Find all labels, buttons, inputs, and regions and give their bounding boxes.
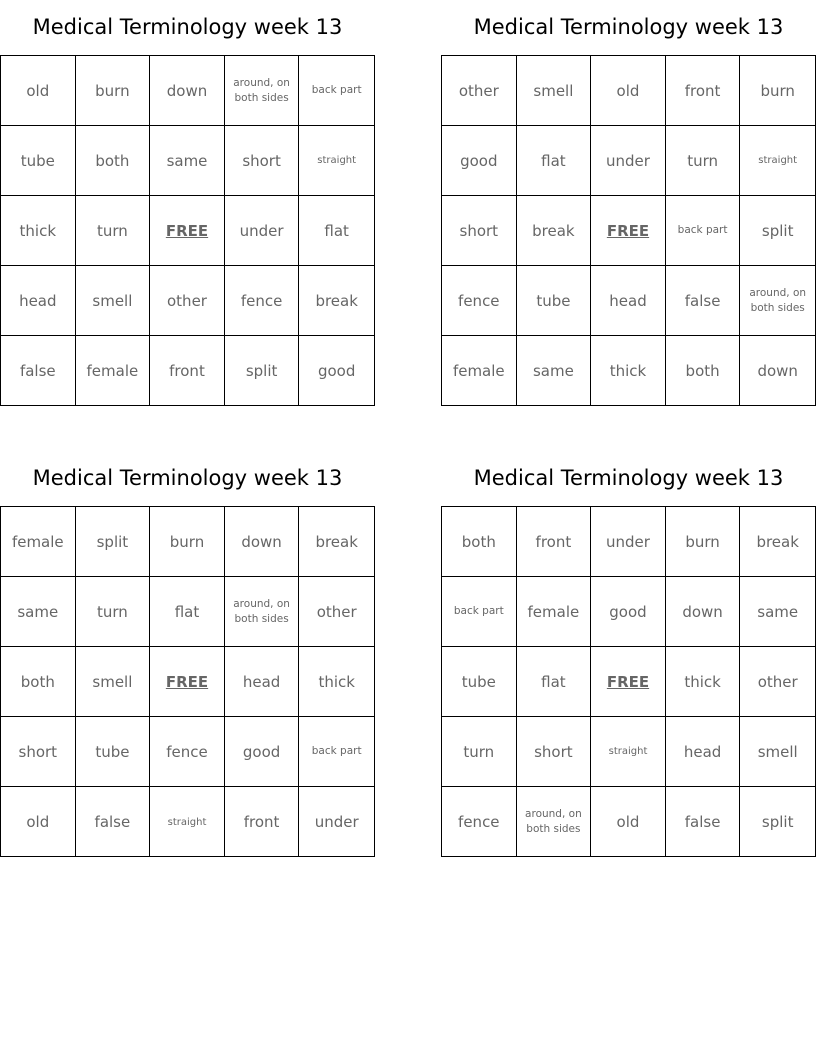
bingo-cell: split bbox=[740, 196, 815, 266]
bingo-card-4 bbox=[441, 451, 816, 857]
bingo-cell: female bbox=[517, 577, 592, 647]
bingo-cell: old bbox=[1, 787, 76, 857]
bingo-cell: good bbox=[591, 577, 666, 647]
bingo-cell: short bbox=[225, 126, 300, 196]
bingo-cell: false bbox=[1, 336, 76, 406]
bingo-cell: female bbox=[1, 507, 76, 577]
bingo-cell: smell bbox=[740, 717, 815, 787]
bingo-cell: tube bbox=[76, 717, 151, 787]
bingo-cell: back part bbox=[666, 196, 741, 266]
free-space-cell: FREE bbox=[150, 196, 225, 266]
bingo-cell: fence bbox=[225, 266, 300, 336]
bingo-cell: both bbox=[76, 126, 151, 196]
bingo-cell: burn bbox=[666, 507, 741, 577]
bingo-cell: false bbox=[666, 787, 741, 857]
bingo-cell: under bbox=[591, 507, 666, 577]
bingo-cell: short bbox=[517, 717, 592, 787]
bingo-cell: thick bbox=[299, 647, 374, 717]
bingo-cell: smell bbox=[76, 266, 151, 336]
bingo-cell: good bbox=[442, 126, 517, 196]
bingo-cell: fence bbox=[442, 787, 517, 857]
bingo-cell: flat bbox=[517, 126, 592, 196]
bingo-grid bbox=[441, 506, 816, 857]
bingo-card-2 bbox=[441, 0, 816, 406]
bingo-cell: front bbox=[666, 56, 741, 126]
bingo-cell: split bbox=[76, 507, 151, 577]
bingo-cell: smell bbox=[76, 647, 151, 717]
card-title: Medical Terminology week 13 bbox=[32, 15, 343, 39]
bingo-cell: head bbox=[1, 266, 76, 336]
bingo-cell: female bbox=[442, 336, 517, 406]
bingo-cell: tube bbox=[442, 647, 517, 717]
bingo-cell: fence bbox=[442, 266, 517, 336]
bingo-card-3 bbox=[0, 451, 375, 857]
bingo-cell: turn bbox=[76, 577, 151, 647]
bingo-cell: other bbox=[442, 56, 517, 126]
bingo-cell: under bbox=[591, 126, 666, 196]
bingo-cell: false bbox=[76, 787, 151, 857]
bingo-cell: straight bbox=[591, 717, 666, 787]
bingo-grid bbox=[0, 55, 375, 406]
bingo-cell: front bbox=[150, 336, 225, 406]
bingo-cell: split bbox=[225, 336, 300, 406]
bingo-cell: down bbox=[150, 56, 225, 126]
bingo-cell: other bbox=[150, 266, 225, 336]
bingo-cell: straight bbox=[299, 126, 374, 196]
bingo-cell: same bbox=[517, 336, 592, 406]
bingo-cell: burn bbox=[76, 56, 151, 126]
bingo-cell: thick bbox=[1, 196, 76, 266]
bingo-cell: around, on both sides bbox=[225, 577, 300, 647]
bingo-cell: flat bbox=[150, 577, 225, 647]
free-space-cell: FREE bbox=[150, 647, 225, 717]
bingo-grid bbox=[441, 55, 816, 406]
bingo-cell: break bbox=[299, 507, 374, 577]
bingo-cell: around, on both sides bbox=[740, 266, 815, 336]
bingo-grid bbox=[0, 506, 375, 857]
bingo-cell: flat bbox=[299, 196, 374, 266]
bingo-cell: head bbox=[225, 647, 300, 717]
bingo-cell: break bbox=[299, 266, 374, 336]
bingo-cell: same bbox=[150, 126, 225, 196]
bingo-cell: thick bbox=[591, 336, 666, 406]
bingo-cell: head bbox=[666, 717, 741, 787]
free-space-cell: FREE bbox=[591, 196, 666, 266]
bingo-cell: fence bbox=[150, 717, 225, 787]
bingo-cell: thick bbox=[666, 647, 741, 717]
bingo-cell: front bbox=[225, 787, 300, 857]
bingo-cell: smell bbox=[517, 56, 592, 126]
bingo-cell: break bbox=[517, 196, 592, 266]
bingo-cell: same bbox=[740, 577, 815, 647]
bingo-cell: tube bbox=[517, 266, 592, 336]
bingo-cell: around, on both sides bbox=[225, 56, 300, 126]
bingo-cell: split bbox=[761, 813, 794, 831]
bingo-cell: other bbox=[299, 577, 374, 647]
bingo-cell: flat bbox=[517, 647, 592, 717]
bingo-cell: burn bbox=[740, 56, 815, 126]
bingo-cell: back part bbox=[299, 56, 374, 126]
bingo-cell: short bbox=[442, 196, 517, 266]
bingo-cell: under bbox=[225, 196, 300, 266]
bingo-cell: short bbox=[1, 717, 76, 787]
bingo-cell: turn bbox=[666, 126, 741, 196]
bingo-cell: good bbox=[225, 717, 300, 787]
bingo-cell: turn bbox=[442, 717, 517, 787]
bingo-cell: straight bbox=[150, 787, 225, 857]
card-title: Medical Terminology week 13 bbox=[473, 15, 784, 39]
bingo-cell: tube bbox=[1, 126, 76, 196]
bingo-cell: both bbox=[442, 507, 517, 577]
bingo-cell: old bbox=[1, 56, 76, 126]
bingo-cell: other bbox=[740, 647, 815, 717]
card-title: Medical Terminology week 13 bbox=[473, 466, 784, 490]
bingo-cell: down bbox=[757, 362, 798, 380]
bingo-cell: both bbox=[666, 336, 741, 406]
bingo-cell: both bbox=[1, 647, 76, 717]
bingo-cell: around, on both sides bbox=[517, 787, 592, 857]
bingo-cell: back part bbox=[299, 717, 374, 787]
bingo-cell: down bbox=[225, 507, 300, 577]
bingo-cell: turn bbox=[76, 196, 151, 266]
bingo-cell: good bbox=[317, 362, 356, 380]
bingo-cell: burn bbox=[150, 507, 225, 577]
bingo-cell: break bbox=[740, 507, 815, 577]
bingo-cell: head bbox=[591, 266, 666, 336]
free-space-cell: FREE bbox=[591, 647, 666, 717]
bingo-cell: old bbox=[591, 787, 666, 857]
bingo-cell: front bbox=[517, 507, 592, 577]
bingo-cell: under bbox=[314, 813, 359, 831]
bingo-cell: straight bbox=[740, 126, 815, 196]
bingo-cell: female bbox=[76, 336, 151, 406]
bingo-card-1 bbox=[0, 0, 375, 406]
card-title: Medical Terminology week 13 bbox=[32, 466, 343, 490]
bingo-cell: same bbox=[1, 577, 76, 647]
bingo-cell: back part bbox=[442, 577, 517, 647]
bingo-cell: false bbox=[666, 266, 741, 336]
bingo-cell: down bbox=[666, 577, 741, 647]
bingo-cell: old bbox=[591, 56, 666, 126]
